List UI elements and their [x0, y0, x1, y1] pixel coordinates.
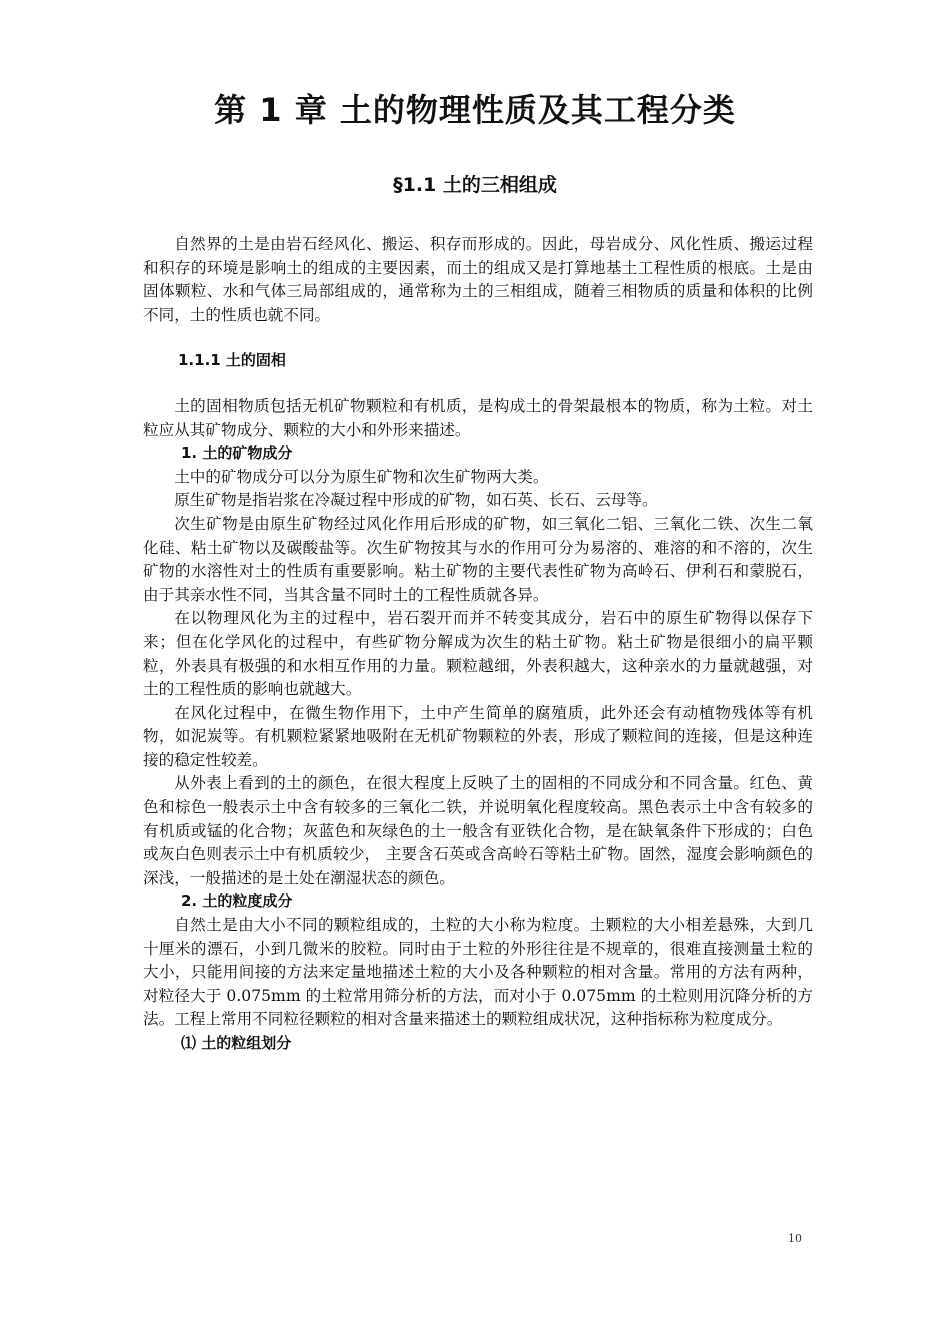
section-title: §1.1 土的三相组成: [393, 174, 557, 196]
mineral-paragraph: 原生矿物是指岩浆在冷凝过程中形成的矿物，如石英、长石、云母等。: [174, 491, 658, 510]
mineral-paragraph: 次生矿物是由原生矿物经过风化作用后形成的矿物，如三氧化二铝、三氧化二铁、次生二氧化硅、粘土矿物以及碳酸盐等。次生矿物按其与水的作用可分为易溶的、难溶的和不溶的，次生矿物的水溶性对土的性质有重要影响。粘土矿物的主要代表性矿物为高岭石、伊利石和蒙脱石，由于其亲水性不同，当其含量不同时土的工程性质就各异。: [143, 514, 813, 604]
mineral-paragraph: 从外表上看到的土的颜色，在很大程度上反映了土的固相的不同成分和不同含量。红色、黄色和棕色一般表示土中含有较多的三氧化二铁，并说明氧化程度较高。黑色表示土中含有较多的有机质或锰的化合物；灰蓝色和灰绿色的土一般含有亚铁化合物，是在缺氧条件下形成的；白色或灰白色则表示土中有机质较少， 主要含石英或含高岭石等粘土矿物。固然，湿度会影响颜色的深浅，一般描述的是土处在潮湿状态的颜色。: [143, 774, 813, 887]
chapter-title: 第 1 章 土的物理性质及其工程分类: [214, 91, 736, 129]
body-text: [143, 233, 813, 1056]
page-number: 10: [788, 1232, 802, 1245]
intro-paragraph: 自然界的土是由岩石经风化、搬运、积存而形成的。因此，母岩成分、风化性质、搬运过程和积存的环境是影响土的组成的主要因素，而土的组成又是打算地基土工程性质的根底。土是由固体颗粒、水和气体三局部组成的，通常称为土的三相组成，随着三相物质的质量和体积的比例不同，土的性质也就不同。: [143, 235, 813, 324]
mineral-paragraph: 在风化过程中，在微生物作用下，土中产生简单的腐殖质，此外还会有动植物残体等有机物，如泥炭等。有机颗粒紧紧地吸附在无机矿物颗粒的外表，形成了颗粒间的连接，但是这种连接的稳定性较差。: [143, 703, 813, 769]
grain-paragraph: 自然土是由大小不同的颗粒组成的，土粒的大小称为粒度。土颗粒的大小相差悬殊，大到几十厘米的漂石，小到几微米的胶粒。同时由于土粒的外形往往是不规章的，很难直接测量土粒的大小，只能用间接的方法来定量地描述土粒的大小及各种颗粒的相对含量。常用的方法有两种，对粒径大于 0.075mm 的土粒常用筛分析的方法，而对小于 0.075mm 的土粒则用沉降分析的方法。工程上常用不同粒径颗粒的相对含量来描述土的颗粒组成状况，这种指标称为粒度成分。: [143, 916, 813, 1029]
subsection-heading: 1.1.1 土的固相: [178, 351, 286, 370]
mineral-paragraph: 在以物理风化为主的过程中，岩石裂开而并不转变其成分，岩石中的原生矿物得以保存下来；但在化学风化的过程中，有些矿物分解成为次生的粘土矿物。粘土矿物是很细小的扁平颗粒，外表具有极强的和水相互作用的力量。颗粒越细，外表积越大，这种亲水的力量就越强，对土的工程性质的影响也就越大。: [143, 609, 813, 699]
heading-grain: 2. 土的粒度成分: [181, 892, 293, 911]
heading-division: ⑴ 土的粒组划分: [181, 1034, 292, 1052]
mineral-paragraph: 土中的矿物成分可以分为原生矿物和次生矿物两大类。: [174, 467, 549, 486]
heading-mineral: 1. 土的矿物成分: [181, 444, 293, 463]
solid-intro-paragraph: 土的固相物质包括无机矿物颗粒和有机质，是构成土的骨架最根本的物质，称为土粒。对土粒应从其矿物成分、颗粒的大小和外形来描述。: [143, 396, 813, 439]
